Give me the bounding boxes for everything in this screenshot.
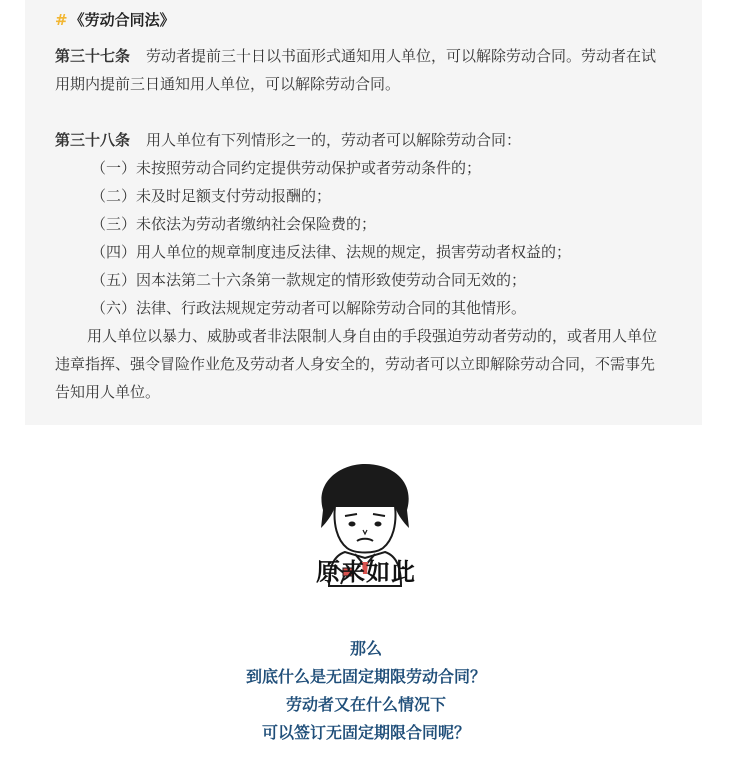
article-37-text: 劳动者提前三十日以书面形式通知用人单位，可以解除劳动合同。劳动者在试用期内提前三日通知用人单位，可以解除劳动合同。 bbox=[55, 47, 657, 93]
article-38-item-2: （二）未及时足额支付劳动报酬的； bbox=[91, 187, 332, 205]
article-38-item-1: （一）未按照劳动合同约定提供劳动保护或者劳动条件的； bbox=[91, 159, 482, 177]
question-line-4: 可以签订无固定期限合同呢？ bbox=[261, 723, 470, 742]
article-38-intro bbox=[55, 126, 667, 154]
article-37-number: 第三十七条 bbox=[55, 47, 131, 65]
law-title bbox=[55, 10, 175, 30]
article-38-item-3: （三）未依法为劳动者缴纳社会保险费的； bbox=[91, 215, 377, 233]
hash-mark: # bbox=[55, 11, 68, 29]
article-38-closing: 用人单位以暴力、威胁或者非法限制人身自由的手段强迫劳动者劳动的，或者用人单位违章指挥、强令冒险作业危及劳动者人身安全的，劳动者可以立即解除劳动合同，不需事先告知用人单位。 bbox=[55, 327, 658, 401]
question-line-3: 劳动者又在什么情况下 bbox=[285, 695, 446, 714]
meme-caption: 原来如此 bbox=[316, 558, 416, 586]
article-38-item-4: （四）用人单位的规章制度违反法律、法规的规定，损害劳动者权益的； bbox=[91, 243, 572, 261]
article-38-item-6: （六）法律、行政法规规定劳动者可以解除劳动合同的其他情形。 bbox=[91, 299, 527, 317]
article-38-item-5: （五）因本法第二十六条第一款规定的情形致使劳动合同无效的； bbox=[91, 271, 527, 289]
question-line-1: 那么 bbox=[349, 639, 382, 658]
article-37 bbox=[55, 42, 667, 98]
article-38-number: 第三十八条 bbox=[55, 131, 131, 149]
question-line-2: 到底什么是无固定期限劳动合同？ bbox=[245, 667, 486, 686]
law-title-text: 《劳动合同法》 bbox=[69, 11, 175, 29]
article-38-intro-text: 用人单位有下列情形之一的，劳动者可以解除劳动合同： bbox=[146, 131, 522, 149]
